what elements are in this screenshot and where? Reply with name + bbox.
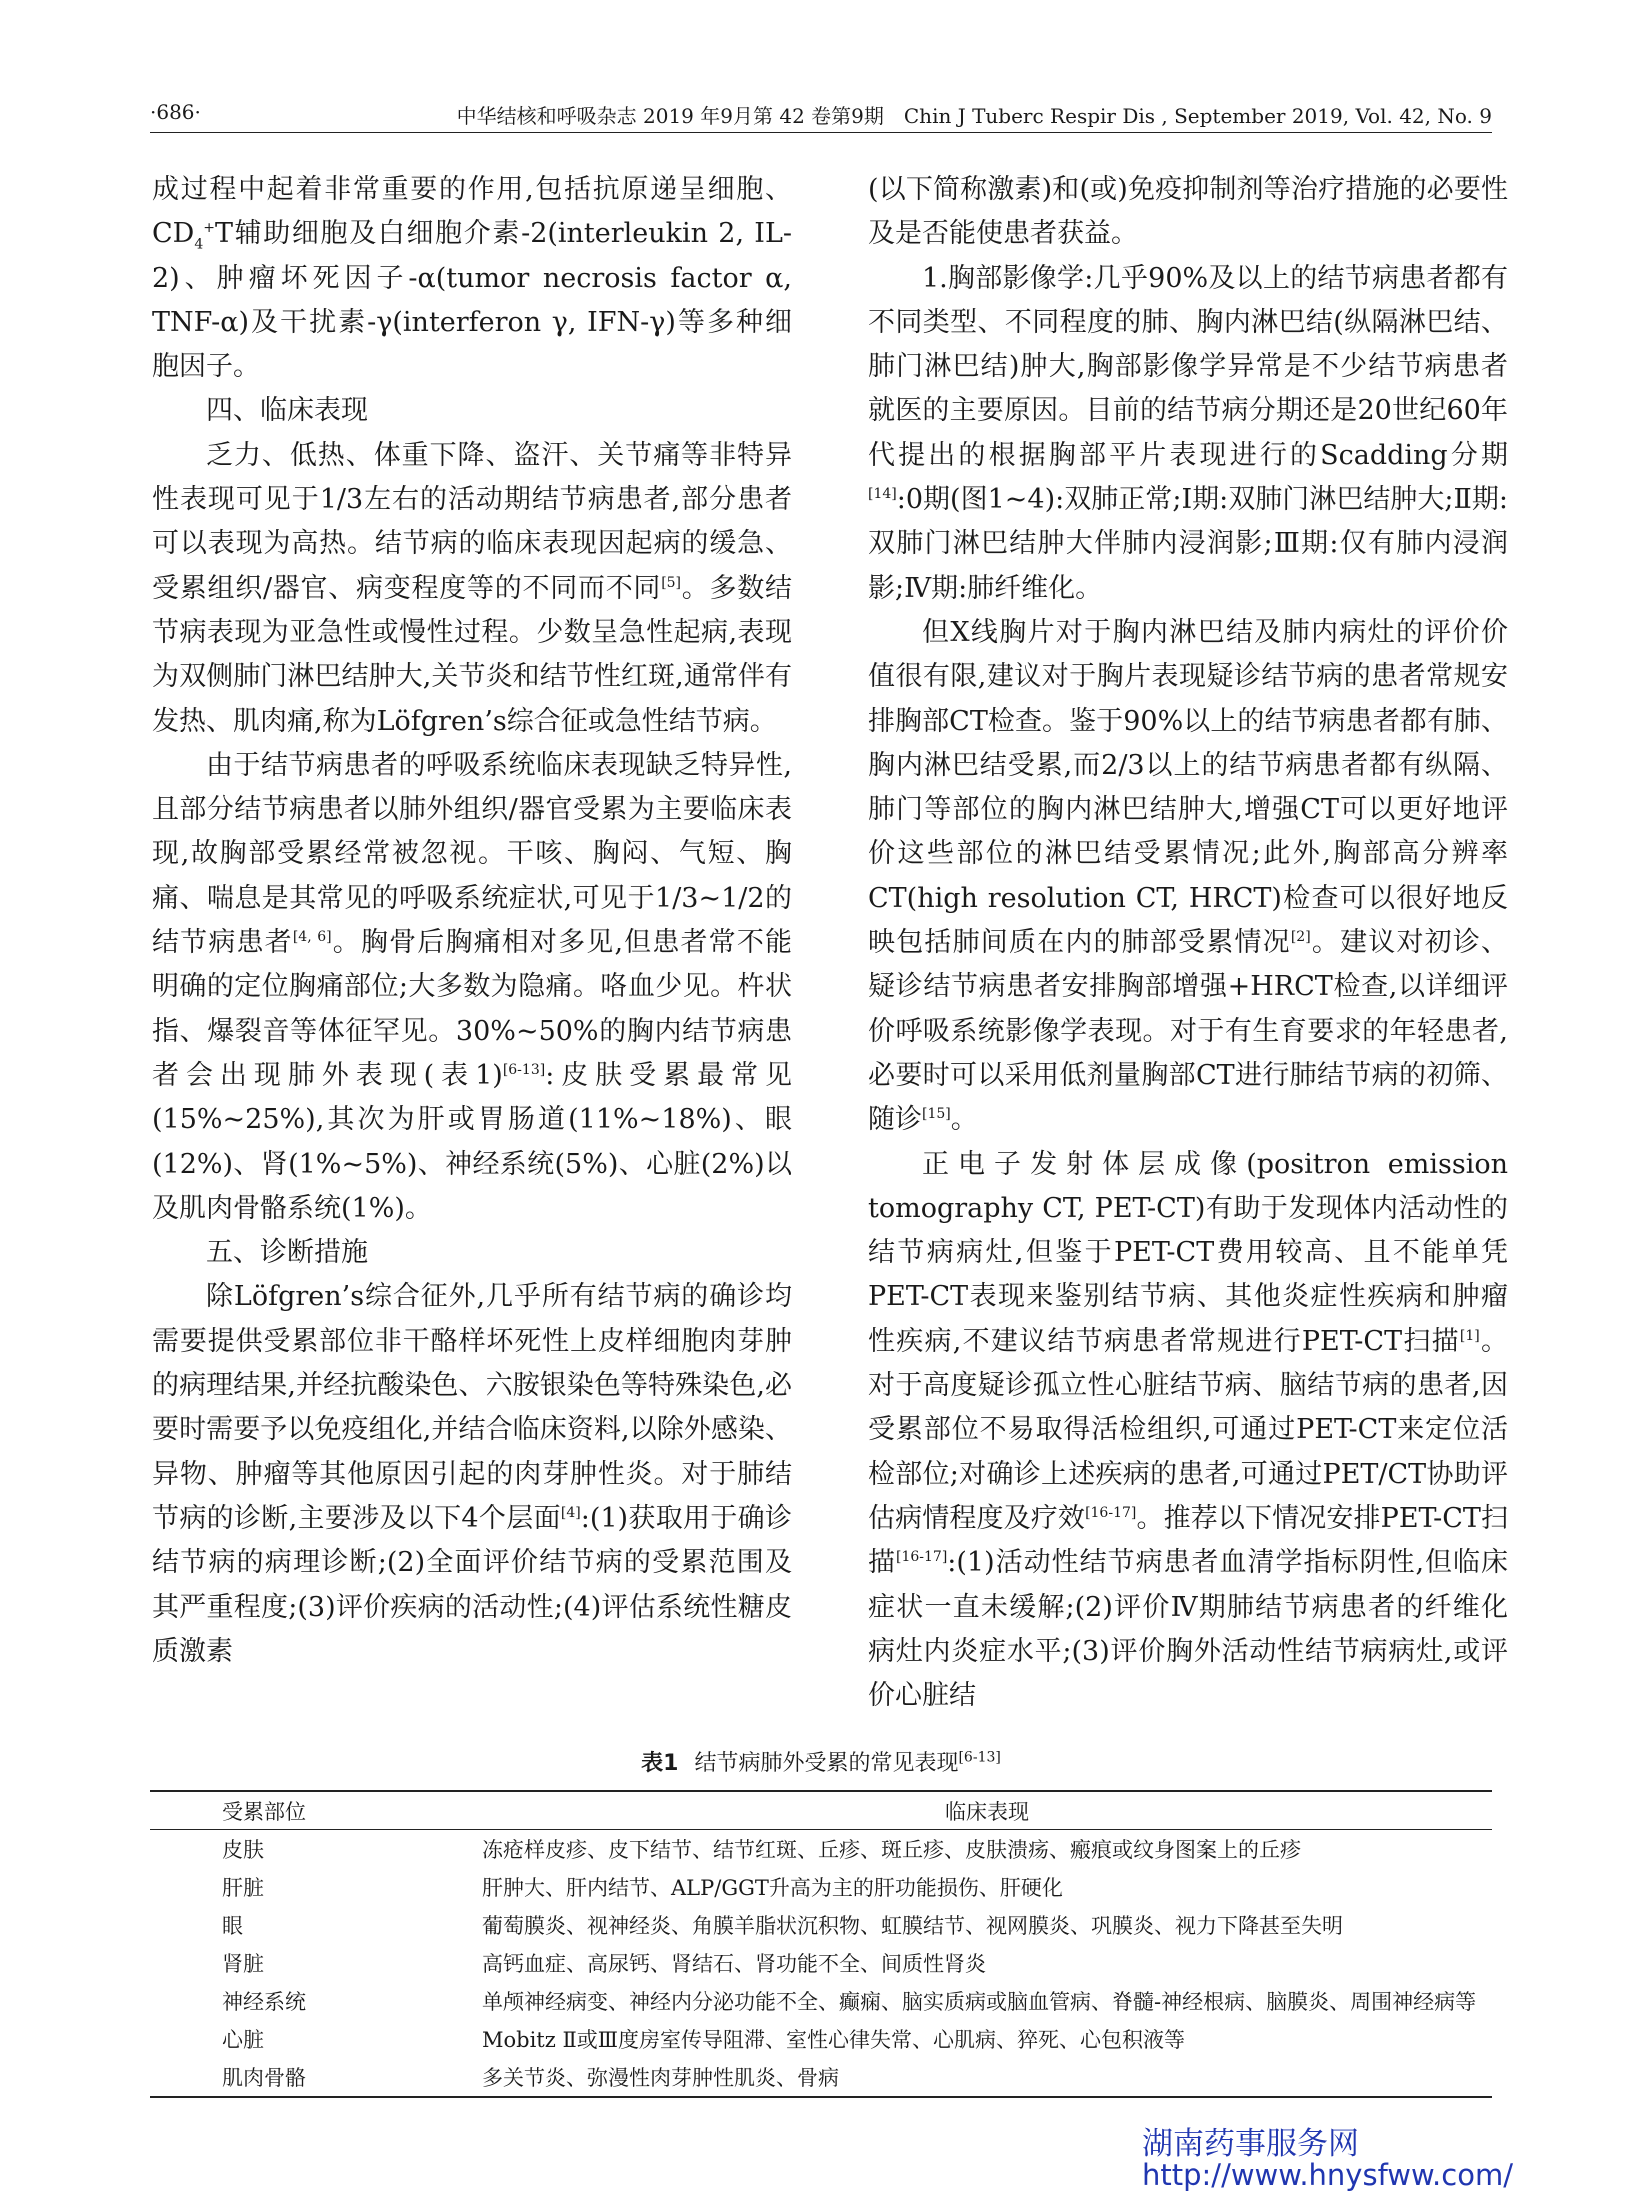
table-row: 神经系统 单颅神经病变、神经内分泌功能不全、癫痫、脑实质病或脑血管病、脊髓-神经根病、脑膜炎、周围神经病等 — [222, 1990, 1477, 2014]
header-manifestation: 临床表现 — [482, 1791, 1492, 1830]
left-column — [152, 168, 792, 1674]
table-row: 心脏 Mobitz Ⅱ或Ⅲ度房室传导阻滞、室性心律失常、心肌病、猝死、心包积液等 — [222, 2028, 1186, 2052]
paragraph-clinical-1: 乏力、低热、体重下降、盗汗、关节痛等非特异性表现可见于1/3左右的活动期结节病患者,部分患者可以表现为高热。结节病的临床表现因起病的缓急、受累组织/器官、病变程度等的不同而不同[5]。多数结节病表现为亚急性或慢性过程。少数呈急性起病,表现为双侧肺门淋巴结肿大,关节炎和结节性红斑,通常伴有发热、肌肉痛,称为Löfgren’s综合征或急性结节病。 — [152, 439, 792, 737]
citation-ref: [16-17] — [896, 1549, 948, 1566]
citation-ref: [2] — [1290, 929, 1311, 946]
watermark-site-name: 湖南药事服务网 — [1142, 2126, 1359, 2162]
section-heading-diagnosis: 五、诊断措施 — [206, 1237, 368, 1269]
section-heading-clinical: 四、临床表现 — [206, 395, 368, 427]
citation-ref: [4] — [560, 1504, 581, 1521]
table-row: 肝脏 肝肿大、肝内结节、ALP/GGT升高为主的肝功能损伤、肝硬化 — [222, 1876, 1063, 1900]
paragraph-ct: 但X线胸片对于胸内淋巴结及肺内病灶的评价价值很有限,建议对于胸片表现疑诊结节病的患者常规安排胸部CT检查。鉴于90%以上的结节病患者都有肺、胸内淋巴结受累,而2/3以上的结节病患者都有纵隔、肺门等部位的胸内淋巴结肿大,增强CT可以更好地评价这些部位的淋巴结受累情况;此外,胸部高分辨率CT(high resolution CT, HRCT)检查可以很好地反映包括肺间质在内的肺部受累情况[2]。建议对初诊、疑诊结节病患者安排胸部增强+HRCT检查,以详细评价呼吸系统影像学表现。对于有生育要求的年轻患者,必要时可以采用低剂量胸部CT进行肺结节病的初筛、随诊[15]。 — [868, 616, 1509, 1136]
page-number: ·686· — [150, 100, 201, 124]
citation-ref: [5] — [661, 574, 682, 591]
paragraph-pet-ct: 正电子发射体层成像(positron emission tomography CT, PET-CT)有助于发现体内活动性的结节病病灶,但鉴于PET-CT费用较高、且不能单凭PET-CT表现来鉴别结节病、其他炎症性疾病和肿瘤性疾病,不建议结节病患者常规进行PET-CT扫描[1]。对于高度疑诊孤立性心脏结节病、脑结节病的患者,因受累部位不易取得活检组织,可通过PET-CT来定位活检部位;对确诊上述疾病的患者,可通过PET/CT协助评估病情程度及疗效[16-17]。推荐以下情况安排PET-CT扫描[16-17]:(1)活动性结节病患者血清学指标阴性,但临床症状一直未缓解;(2)评价Ⅳ期肺结节病患者的纤维化病灶内炎症水平;(3)评价胸外活动性结节病病灶,或评价心脏结 — [868, 1148, 1509, 1712]
paragraph-cytokines: 成过程中起着非常重要的作用,包括抗原递呈细胞、$CD_4^+T$辅助细胞及白细胞介素-2(interleukin 2, IL-2)、肿瘤坏死因子-α(tumor necrosis factor α, TNF-α)及干扰素-γ(interferon γ, IFN-γ)等多种细胞因子。 — [152, 174, 792, 383]
running-header — [150, 98, 1492, 133]
watermark-url[interactable]: http://www.hnysfww.com/ — [1142, 2158, 1513, 2192]
table-row: 皮肤 冻疮样皮疹、皮下结节、结节红斑、丘疹、斑丘疹、皮肤溃疡、瘢痕或纹身图案上的丘疹 — [222, 1838, 1301, 1862]
table-title: 结节病肺外受累的常见表现 — [694, 1751, 959, 1776]
citation-ref: [6-13] — [502, 1061, 546, 1078]
table-label: 表1 — [641, 1751, 679, 1776]
table-header-row — [150, 1791, 1492, 1830]
journal-citation: 中华结核和呼吸杂志 2019 年9月第 42 卷第9期 Chin J Tuberc Respir Dis , September 2019, Vol. 42, No. 9 — [456, 104, 1492, 128]
paragraph-clinical-2: 由于结节病患者的呼吸系统临床表现缺乏特异性,且部分结节病患者以肺外组织/器官受累为主要临床表现,故胸部受累经常被忽视。干咳、胸闷、气短、胸痛、喘息是其常见的呼吸系统症状,可见于1/3~1/2的结节病患者[4, 6]。胸骨后胸痛相对多见,但患者常不能明确的定位胸痛部位;大多数为隐痛。咯血少见。杵状指、爆裂音等体征罕见。30%~50%的胸内结节病患者会出现肺外表现(表1)[6-13]:皮肤受累最常见(15%~25%),其次为肝或胃肠道(11%~18%)、眼(12%)、肾(1%~5%)、神经系统(5%)、心脏(2%)以及肌肉骨骼系统(1%)。 — [152, 749, 793, 1224]
citation-ref: [6-13] — [958, 1749, 1001, 1766]
table-row: 肾脏 高钙血症、高尿钙、肾结石、肾功能不全、间质性肾炎 — [222, 1952, 986, 1976]
paragraph-imaging: 1.胸部影像学:几乎90%及以上的结节病患者都有不同类型、不同程度的肺、胸内淋巴结(纵隔淋巴结、肺门淋巴结)肿大,胸部影像学异常是不少结节病患者就医的主要原因。目前的结节病分期还是20世纪60年代提出的根据胸部平片表现进行的Scadding分期[14]:0期(图1~4):双肺正常;Ⅰ期:双肺门淋巴结肿大;Ⅱ期:双肺门淋巴结肿大伴肺内浸润影;Ⅲ期:仅有肺内浸润影;Ⅳ期:肺纤维化。 — [868, 262, 1508, 604]
table-row: 眼 葡萄膜炎、视神经炎、角膜羊脂状沉积物、虹膜结节、视网膜炎、巩膜炎、视力下降甚至失明 — [222, 1914, 1343, 1938]
extrapulmonary-table — [150, 1790, 1492, 2098]
right-column — [868, 168, 1508, 1718]
citation-ref: [16-17] — [1085, 1504, 1137, 1521]
table-row: 肌肉骨骼 多关节炎、弥漫性肉芽肿性肌炎、骨病 — [150, 2058, 1492, 2097]
header-site: 受累部位 — [150, 1791, 482, 1830]
table-caption — [150, 1746, 1492, 1777]
citation-ref: [4, 6] — [292, 929, 332, 946]
paragraph-treatment-cont: (以下简称激素)和(或)免疫抑制剂等治疗措施的必要性及是否能使患者获益。 — [868, 174, 1508, 250]
citation-ref: [14] — [868, 486, 897, 503]
citation-ref: [15] — [922, 1106, 951, 1123]
paragraph-diagnosis: 除Löfgren’s综合征外,几乎所有结节病的确诊均需要提供受累部位非干酪样坏死性上皮样细胞肉芽肿的病理结果,并经抗酸染色、六胺银染色等特殊染色,必要时需要予以免疫组化,并结合临床资料,以除外感染、异物、肿瘤等其他原因引起的肉芽肿性炎。对于肺结节病的诊断,主要涉及以下4个层面[4]:(1)获取用于确诊结节病的病理诊断;(2)全面评价结节病的受累范围及其严重程度;(3)评价疾病的活动性;(4)评估系统性糖皮质激素 — [152, 1281, 792, 1667]
citation-ref: [1] — [1459, 1327, 1480, 1344]
